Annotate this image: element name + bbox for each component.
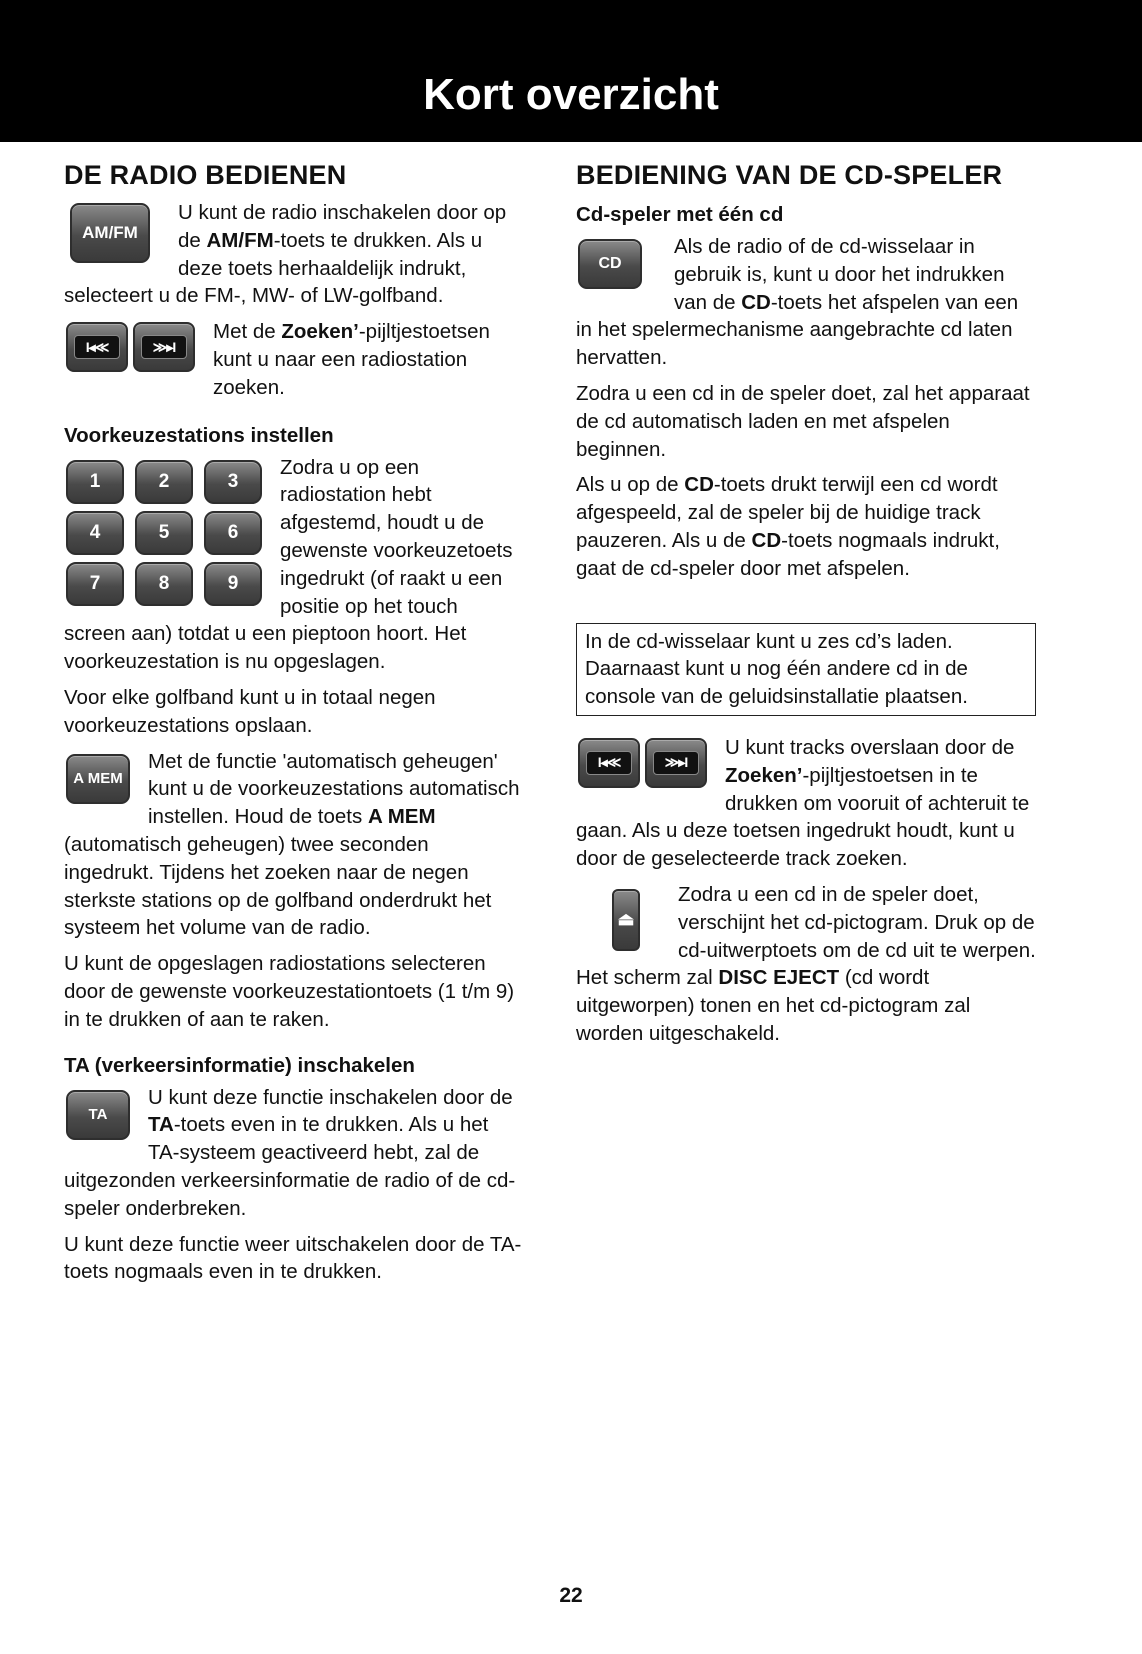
bold-text: CD <box>751 528 782 552</box>
header-bar <box>0 0 1142 142</box>
bold-text: Zoeken’ <box>725 763 803 787</box>
paragraph: Zodra u een cd in de speler doet, zal het apparaat de cd automatisch laden en met afspelen beginnen. <box>576 381 1030 461</box>
paragraph <box>64 1084 524 1223</box>
preset-2-icon: 2 <box>135 460 193 504</box>
text: -pijltjestoetsen in te drukken om vooruit of achteruit te gaan. Als u deze toetsen ingedrukt houdt, kunt u door de geselecteerde track zoeken. <box>576 763 1030 871</box>
seek-back-label: I◂≪ <box>586 751 632 775</box>
text: Met de <box>213 320 282 344</box>
bold-text: Zoeken’ <box>281 320 359 344</box>
bold-text: AM/FM <box>206 228 274 252</box>
seek-buttons-image <box>578 738 707 788</box>
cd-button-image: CD <box>578 239 642 289</box>
paragraph <box>576 881 1036 1048</box>
eject-icon: ⏏ <box>612 889 640 951</box>
preset-6-icon: 6 <box>204 511 262 555</box>
preset-8-icon: 8 <box>135 562 193 606</box>
text: -toets nogmaals indrukt, gaat de cd-speler door met afspelen. <box>576 528 1000 580</box>
preset-3-icon: 3 <box>204 460 262 504</box>
bold-text: A MEM <box>367 805 436 829</box>
radio-section <box>64 160 524 1294</box>
text: (cd wordt uitgeworpen) tonen en het cd-pictogram zal worden uitgeschakeld. <box>576 966 971 1045</box>
text: -toets even in te drukken. Als u het TA-systeem geactiveerd hebt, zal de uitgezonden verkeersinformatie de radio of de cd-speler onderbreken. <box>64 1113 516 1220</box>
seek-forward-icon <box>645 738 707 788</box>
preset-7-icon: 7 <box>66 562 124 606</box>
subheading-presets: Voorkeuzestations instellen <box>64 423 334 447</box>
text: U kunt tracks overslaan door de <box>725 735 1015 759</box>
paragraph: U kunt de opgeslagen radiostations selecteren door de gewenste voorkeuzestationtoets (1 t/m 9) in te drukken of aan te raken. <box>64 952 515 1031</box>
bold-text: CD <box>684 473 714 497</box>
preset-1-icon: 1 <box>66 460 124 504</box>
subheading-ta: TA (verkeersinformatie) inschakelen <box>64 1053 415 1077</box>
bold-text: CD <box>741 290 771 314</box>
seek-forward-label: ≫▸I <box>141 335 187 359</box>
text: U kunt deze functie inschakelen door de <box>148 1085 513 1109</box>
seek-buttons-image <box>66 322 195 372</box>
page-title: Kort overzicht <box>423 70 719 119</box>
note-box <box>576 623 1036 716</box>
ta-button-image: TA <box>66 1090 130 1140</box>
text: -toets het afspelen van een in het spelermechanisme aangebrachte cd laten hervatten. <box>576 290 1019 370</box>
amem-button-image: A MEM <box>66 754 130 804</box>
preset-5-icon: 5 <box>135 511 193 555</box>
paragraph <box>576 471 1036 582</box>
preset-4-icon: 4 <box>66 511 124 555</box>
section-heading-radio: DE RADIO BEDIENEN <box>64 160 347 190</box>
paragraph <box>64 748 524 943</box>
preset-buttons-image <box>66 460 262 606</box>
page-number: 22 <box>559 1584 583 1607</box>
paragraph: U kunt deze functie weer uitschakelen door de TA-toets nogmaals even in te drukken. <box>64 1232 522 1284</box>
text: Met de functie 'automatisch geheugen' kunt u de voorkeuzestations automatisch instellen. Houd de toets <box>148 749 520 829</box>
text: U kunt de radio inschakelen door op de <box>178 201 507 252</box>
paragraph: Voor elke golfband kunt u in totaal negen voorkeuzestations opslaan. <box>64 685 436 737</box>
seek-back-label: I◂≪ <box>74 335 120 359</box>
text: (automatisch geheugen) twee seconden ingedrukt. Tijdens het zoeken naar de negen sterkste stations op de golfband onderdrukt het systeem het volume van de radio. <box>64 832 492 940</box>
text: -pijltjestoetsen kunt u naar een radiostation zoeken. <box>213 320 490 399</box>
seek-forward-icon <box>133 322 195 372</box>
cd-section <box>576 160 1036 1056</box>
note-text: In de cd-wisselaar kunt u zes cd’s laden. Daarnaast kunt u nog één andere cd in de console van de geluidsinstallatie plaatsen. <box>585 629 968 709</box>
text: Zodra u een cd in de speler doet, verschijnt het cd-pictogram. Druk op de cd-uitwerptoets om de cd uit te werpen. Het scherm zal <box>576 882 1036 990</box>
paragraph: Zodra u op een radiostation hebt afgestemd, houdt u de gewenste voorkeuzetoets ingedrukt (of raakt u een positie op het touch screen aan) totdat u een pieptoon hoort. Het voorkeuzestation is nu opgeslagen. <box>64 455 513 674</box>
seek-forward-label: ≫▸I <box>653 751 699 775</box>
amfm-button-image: AM/FM <box>70 203 150 263</box>
bold-text: TA <box>148 1113 174 1137</box>
bold-text: DISC EJECT <box>718 966 840 990</box>
paragraph <box>576 233 1036 372</box>
preset-9-icon: 9 <box>204 562 262 606</box>
text: Als de radio of de cd-wisselaar in gebruik is, kunt u door het indrukken van de <box>674 235 1005 314</box>
subheading-single-cd: Cd-speler met één cd <box>576 203 784 226</box>
text: Als u op de <box>576 473 685 497</box>
seek-back-icon <box>66 322 128 372</box>
section-heading-cd: BEDIENING VAN DE CD-SPELER <box>576 160 1003 190</box>
seek-back-icon <box>578 738 640 788</box>
text: -toets drukt terwijl een cd wordt afgespeeld, zal de speler bij de huidige track pauzeren. Als u de <box>576 473 998 552</box>
text: -toets te drukken. Als u deze toets herhaaldelijk indrukt, selecteert u de FM-, MW- of LW-golfband. <box>64 228 483 308</box>
